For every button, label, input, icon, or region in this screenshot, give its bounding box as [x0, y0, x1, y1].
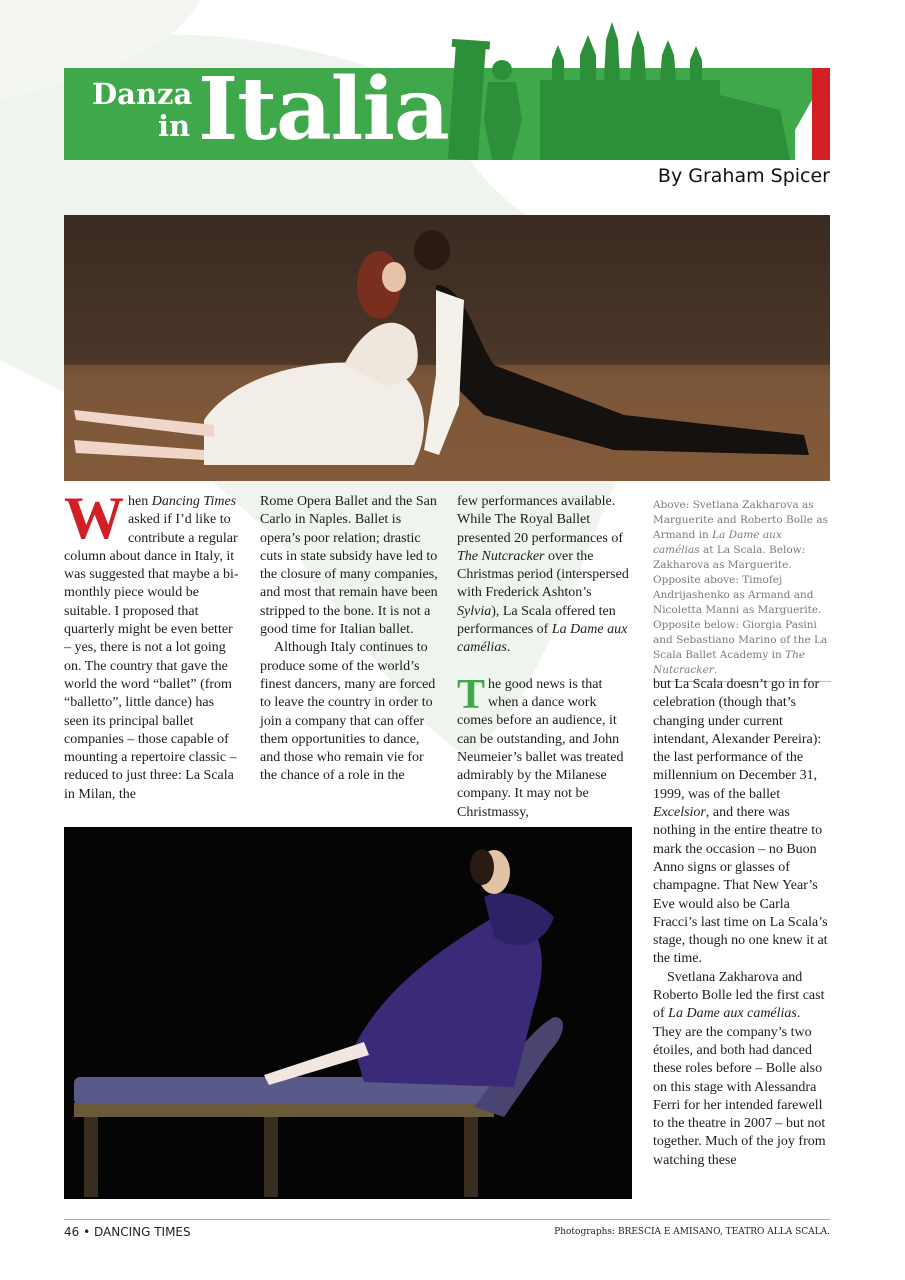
- caption-title-1: La Dame aux camélias: [653, 529, 782, 556]
- byline: By Graham Spicer: [657, 165, 830, 187]
- col4-text-a: but La Scala doesn’t go in for celebration (though that’s changing under current intendant, Alexander Pereira): the last performance of the millennium on December 31, 1999, was of the ballet: [653, 677, 822, 802]
- col1-text-b: asked if I’d like to contribute a regular column about dance in Italy, it was suggested that maybe a bi-monthly piece would be suitable. I proposed that quarterly might be even better – yes, there is not a lot going on. The country that gave the world the word “ballet” (from “balletto”, little dance) has seen its principal ballet companies – those capable of mounting a repertoire classic – reduced to just three: La Scala in Milan, the: [64, 512, 239, 802]
- col4-text-c: Svetlana Zakharova and Roberto Bolle led the first cast of: [653, 969, 825, 1022]
- title-italia: Italia: [198, 59, 449, 160]
- page-number-publication: 46 • DANCING TIMES: [64, 1225, 191, 1239]
- dropcap-t: T: [457, 671, 486, 718]
- dancers-couple-illustration: [64, 215, 830, 481]
- col3-text-d: .: [506, 640, 511, 656]
- col4-text-b: , and there was nothing in the entire theatre to mark the occasion – no Buon Anno signs or glasses of champagne. That New Year’s Eve would also be Carla Fracci’s last time on La Scala’s stage, though no one knew it at the time.: [653, 805, 828, 967]
- col2-paragraph-2: Although Italy continues to produce some of the world’s finest dancers, many are forced to leave the country in order to join a company that can offer them opportunities to dance, and those who remain vie for the chance of a role in the: [260, 640, 436, 784]
- article-column-4: [653, 676, 831, 1170]
- caption-part-3: .: [713, 664, 718, 676]
- col4-ital-dame: La Dame aux camélias: [668, 1006, 797, 1022]
- caption-part-2: at La Scala. Below: Zakharova as Marguerite. Opposite above: Timofej Andrijashenko as Armand and Nicoletta Manni as Marguerite. Opposite below: Giorgia Pasini and Sebastiano Marino of the La Scala Ballet Academy in: [653, 544, 828, 661]
- col3-ital-dame: La Dame aux camélias: [457, 622, 628, 656]
- dropcap-w: W: [64, 485, 124, 551]
- caption-part-1: Above: Svetlana Zakharova as Marguerite and Roberto Bolle as Armand in: [653, 499, 828, 541]
- title-word-in: in: [158, 109, 191, 143]
- col3-ital-sylvia: Sylvia: [457, 603, 492, 619]
- col3-text-b: over the Christmas period (interspersed with Frederick Ashton’s: [457, 548, 629, 601]
- col4-ital-excelsior: Excelsior: [653, 805, 706, 821]
- red-flag-stripe: [812, 68, 830, 160]
- col2-paragraph-1: Rome Opera Ballet and the San Carlo in Naples. Ballet is opera’s poor relation; drastic cuts in state subsidy have led to the closure of many companies, and most that remain have been stripped to the bone. It is not a good time for Italian ballet.: [260, 494, 438, 638]
- caption-title-2: The Nutcracker: [653, 649, 806, 676]
- dancer-chaise-illustration: [64, 827, 632, 1199]
- col3-paragraph-2: he good news is that when a dance work comes before an audience, it can be outstanding, and John Neumeier’s ballet was treated admirably by the Milanese company. It may not be Christmassy,: [457, 676, 624, 820]
- footer-divider: [64, 1219, 830, 1220]
- photo-credits: Photographs: BRESCIA E AMISANO, TEATRO ALLA SCALA.: [554, 1227, 830, 1237]
- article-column-3: [457, 493, 635, 822]
- col3-text-a: few performances available. While The Royal Ballet presented 20 performances of: [457, 494, 623, 546]
- col3-ital-nutcracker: The Nutcracker: [457, 548, 545, 564]
- col4-text-d: . They are the company’s two étoiles, and both had danced these roles before – Bolle also on this stage with Alessandra Ferri for her intended farewell to the theatre in 2007 – but not together. Much of the joy from watching these: [653, 1006, 826, 1168]
- title-word-danza: Danza: [92, 77, 193, 111]
- article-column-1: [64, 485, 242, 804]
- photo-caption: [653, 498, 831, 682]
- col1-ital-dancing-times: Dancing Times: [151, 494, 237, 509]
- photo-dancer-chaise: [64, 827, 632, 1199]
- title-danza-in: [92, 78, 192, 142]
- article-column-2: [260, 493, 438, 786]
- col1-text-a: hen: [128, 494, 152, 509]
- photo-dancers-couple: [64, 215, 830, 481]
- col3-text-c: ), La Scala offered ten performances of: [457, 603, 616, 638]
